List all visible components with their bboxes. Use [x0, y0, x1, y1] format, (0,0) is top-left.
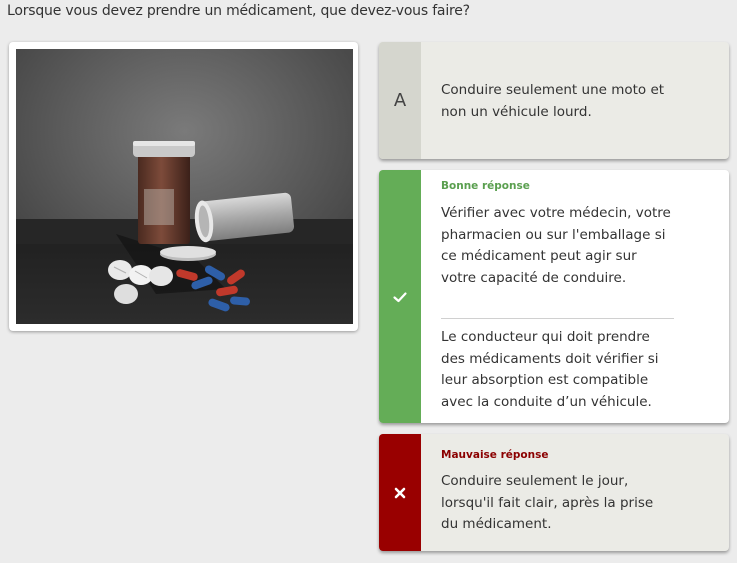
answer-letter: A [393, 90, 407, 111]
answer-text: Conduire seulement une moto et non un véhicule lourd. [441, 82, 665, 120]
checkmark-icon [392, 289, 408, 305]
answer-letter-badge [379, 42, 421, 159]
answer-text: Vérifier avec votre médecin, votre pharmacien ou sur l'emballage si ce médicament peut agir sur votre capacité de conduire. [441, 205, 671, 286]
answer-option-correct[interactable] [379, 170, 729, 423]
medication-illustration [16, 49, 353, 324]
answer-option-wrong[interactable] [379, 434, 729, 551]
question-image-card [9, 42, 358, 331]
answer-explanation: Le conducteur qui doit prendre des médicaments doit vérifier si leur absorption est compatible avec la conduite d’un véhicule. [441, 329, 659, 410]
answer-option-a[interactable] [379, 42, 729, 159]
answer-text: Conduire seulement le jour, lorsqu'il fait clair, après la prise du médicament. [441, 473, 654, 532]
correct-indicator [379, 170, 421, 423]
status-label-wrong: Mauvaise réponse [441, 449, 549, 461]
divider [441, 318, 674, 319]
wrong-indicator [379, 434, 421, 551]
x-mark-icon [392, 485, 408, 501]
status-label-correct: Bonne réponse [441, 180, 530, 192]
question-text: Lorsque vous devez prendre un médicament, que devez-vous faire? [7, 3, 470, 19]
